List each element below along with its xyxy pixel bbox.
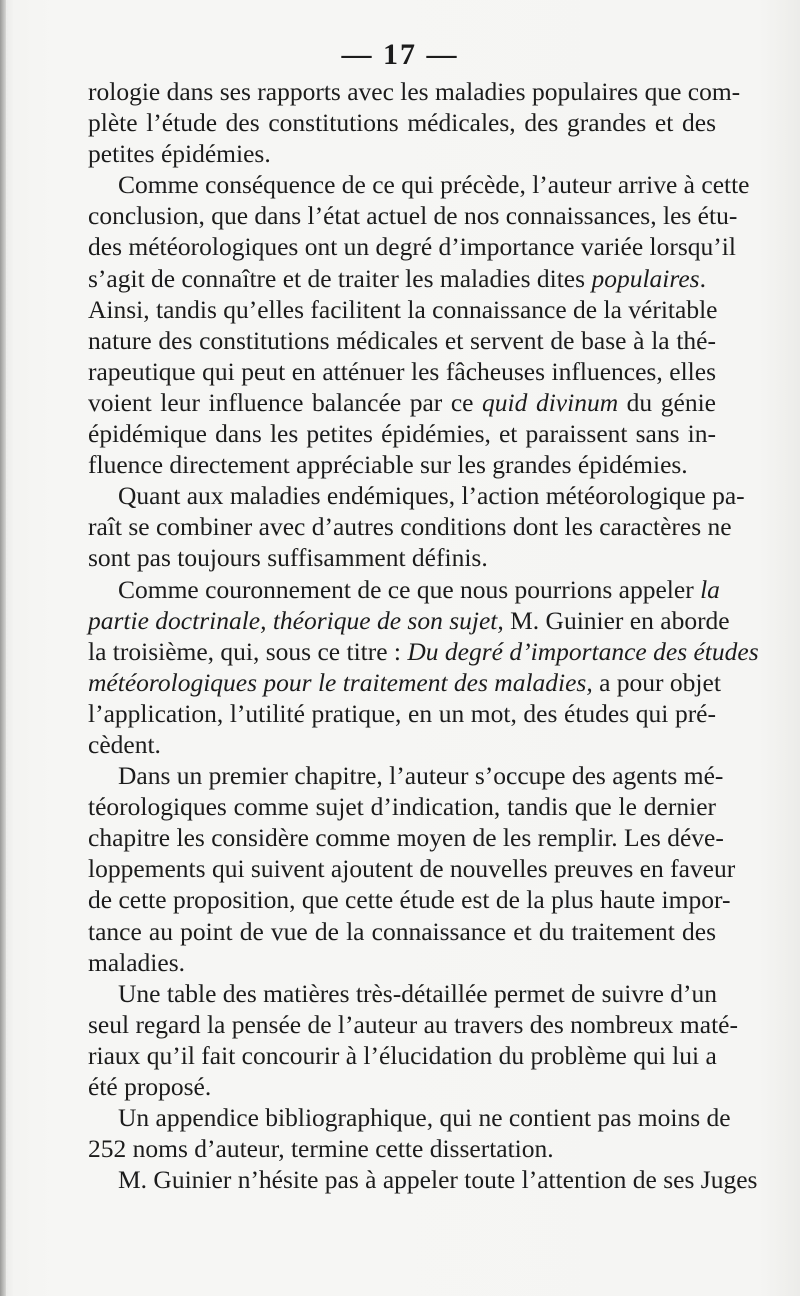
page-number: — 17 —	[341, 38, 459, 71]
text-line	[88, 356, 716, 387]
text-line	[88, 978, 716, 1009]
text-line	[88, 1164, 758, 1195]
text-run: épidémique dans les petites épidémies, et paraissent sans in-	[88, 419, 716, 449]
text-line	[88, 916, 716, 947]
text-line	[88, 729, 716, 760]
text-run: M. Guinier n’hésite pas à appeler toute l’attention de ses Juges	[118, 1165, 758, 1195]
text-line	[88, 760, 724, 791]
italic-run: Du degré d’importance des études	[407, 636, 759, 666]
text-line	[88, 325, 716, 356]
italic-run: météorologiques pour le traitement des maladies,	[88, 667, 593, 697]
text-run: Ainsi, tandis qu’elles facilitent la connaissance de la véritable	[88, 294, 718, 324]
text-line	[88, 511, 732, 542]
text-run: voient leur influence balancée par ce	[88, 387, 483, 417]
text-run: de cette proposition, que cette étude est de la plus haute impor-	[88, 885, 731, 915]
text-line	[88, 667, 721, 698]
text-line	[88, 1071, 716, 1102]
text-line	[88, 231, 736, 262]
text-run: sont pas toujours suffisamment définis.	[88, 543, 488, 573]
text-run: 252 noms d’auteur, termine cette dissertation.	[88, 1134, 554, 1164]
text-run: Un appendice bibliographique, qui ne contient pas moins de	[118, 1103, 731, 1133]
text-line	[88, 294, 716, 325]
text-run: des météorologiques ont un degré d’importance variée lorsqu’il	[88, 232, 736, 262]
text-run: Quant aux maladies endémiques, l’action météorologique pa-	[118, 481, 745, 511]
text-run: été proposé.	[88, 1072, 212, 1101]
text-line	[88, 853, 736, 884]
text-line	[88, 76, 741, 107]
text-run-after: .	[699, 263, 706, 293]
text-line	[88, 574, 720, 605]
text-line	[88, 1133, 716, 1164]
text-line	[88, 947, 716, 978]
text-run: nature des constitutions médicales et servent de base à la thé-	[88, 325, 716, 355]
italic-run: quid divinum	[482, 387, 619, 417]
text-line	[88, 480, 745, 511]
text-run-after: M. Guinier en aborde	[503, 605, 730, 635]
text-run-after: a pour objet	[592, 667, 721, 697]
text-run: riaux qu’il fait concourir à l’élucidation du problème qui lui a	[88, 1040, 717, 1070]
italic-run: populaires	[591, 263, 700, 293]
body-text	[88, 76, 759, 1195]
italic-run: partie doctrinale, théorique de son sujet,	[88, 605, 504, 635]
text-run-after: du génie	[618, 387, 716, 417]
italic-run: la	[700, 574, 720, 604]
text-run: cèdent.	[88, 729, 161, 759]
text-run: rologie dans ses rapports avec les maladies populaires que com-	[88, 77, 741, 106]
text-line	[88, 605, 730, 636]
binding-edge	[0, 0, 6, 1296]
text-line	[88, 138, 716, 169]
text-line	[88, 698, 716, 729]
text-run: Comme couronnement de ce que nous pourrions appeler	[118, 574, 701, 604]
text-line	[88, 791, 716, 822]
text-line	[88, 884, 731, 915]
text-line	[88, 200, 738, 231]
text-run: loppements qui suivent ajoutent de nouvelles preuves en faveur	[88, 854, 736, 884]
text-run: maladies.	[88, 947, 186, 977]
text-run: la troisième, qui, sous ce titre :	[88, 636, 408, 666]
text-run: Une table des matières très-détaillée permet de suivre d’un	[118, 978, 718, 1008]
text-run: conclusion, que dans l’état actuel de nos connaissances, les étu-	[88, 201, 738, 231]
text-run: l’application, l’utilité pratique, en un mot, des études qui pré-	[88, 698, 716, 728]
text-line	[88, 542, 716, 573]
text-line	[88, 1040, 716, 1071]
text-run: petites épidémies.	[88, 139, 271, 169]
text-run: rapeutique qui peut en atténuer les fâcheuses influences, elles	[88, 356, 716, 386]
text-line	[88, 387, 716, 418]
text-run: Dans un premier chapitre, l’auteur s’occupe des agents mé-	[118, 761, 724, 791]
text-run: tance au point de vue de la connaissance et du traitement des	[88, 916, 716, 946]
text-line	[88, 636, 759, 667]
text-run: fluence directement appréciable sur les grandes épidémies.	[88, 450, 688, 480]
text-line	[88, 418, 716, 449]
text-line	[88, 107, 716, 138]
text-run: téorologiques comme sujet d’indication, tandis que le dernier	[88, 792, 716, 822]
text-line	[88, 449, 716, 480]
text-line	[88, 822, 724, 853]
text-run: seul regard la pensée de l’auteur au travers des nombreux maté-	[88, 1009, 738, 1039]
text-run: chapitre les considère comme moyen de les remplir. Les déve-	[88, 823, 724, 853]
text-line	[88, 1102, 731, 1133]
text-run: plète l’étude des constitutions médicales, des grandes et des	[88, 108, 716, 138]
text-line	[88, 263, 716, 294]
text-run: s’agit de connaître et de traiter les maladies dites	[88, 263, 592, 293]
text-line	[88, 1009, 738, 1040]
text-line	[88, 169, 750, 200]
text-run: Comme conséquence de ce qui précède, l’auteur arrive à cette	[118, 170, 750, 200]
text-run: raît se combiner avec d’autres conditions dont les caractères ne	[88, 512, 732, 542]
